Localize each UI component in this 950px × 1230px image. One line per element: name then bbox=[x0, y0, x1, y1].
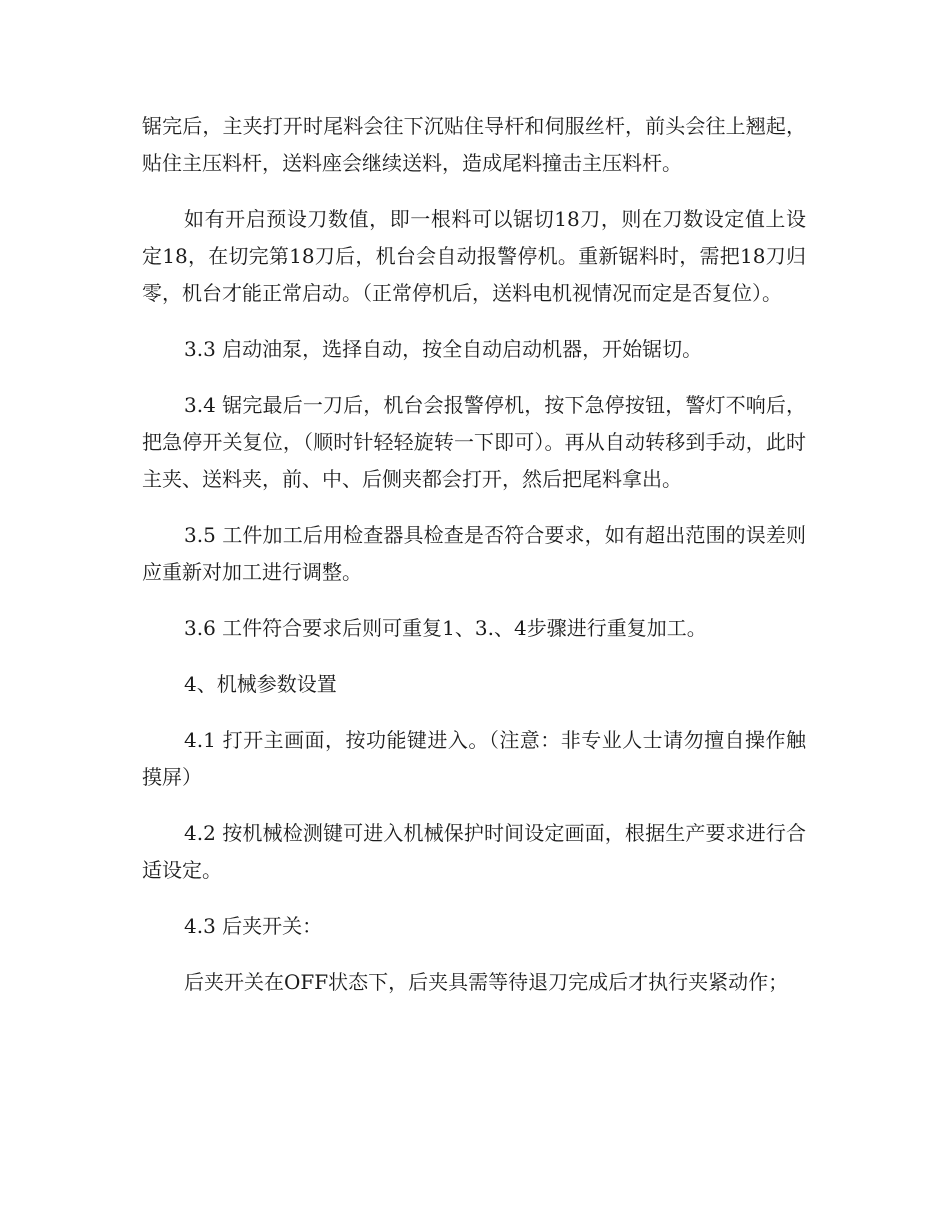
paragraph-step-3-6: 3.6 工件符合要求后则可重复1、3.、4步骤进行重复加工。 bbox=[184, 616, 707, 640]
paragraph-preset-cut-count: 如有开启预设刀数值，即一根料可以锯切18刀，则在刀数设定值上设定18，在切完第18刀后，机台会自动报警停机。重新锯料时，需把18刀归零，机台才能正常启动。（正常停机后，送料电机视情况而定是否复位）。 bbox=[142, 207, 806, 305]
document-body bbox=[142, 108, 806, 1020]
paragraph-saw-tail: 锯完后，主夹打开时尾料会往下沉贴住导杆和伺服丝杆，前头会往上翘起，贴住主压料杆，送料座会继续送料，造成尾料撞击主压料杆。 bbox=[142, 114, 806, 175]
paragraph-step-3-3: 3.3 启动油泵，选择自动，按全自动启动机器，开始锯切。 bbox=[184, 337, 703, 361]
paragraph-step-3-4: 3.4 锯完最后一刀后，机台会报警停机，按下急停按钮，警灯不响后，把急停开关复位，（顺时针轻轻旋转一下即可）。再从自动转移到手动，此时主夹、送料夹，前、中、后侧夹都会打开，然后把尾料拿出。 bbox=[142, 393, 806, 491]
paragraph-step-4-1: 4.1 打开主画面，按功能键进入。（注意：非专业人士请勿擅自操作触摸屏） bbox=[142, 728, 806, 789]
paragraph-step-3-5: 3.5 工件加工后用检查器具检查是否符合要求，如有超出范围的误差则应重新对加工进行调整。 bbox=[142, 523, 806, 584]
paragraph-rear-clamp-off: 后夹开关在OFF状态下，后夹具需等待退刀完成后才执行夹紧动作； bbox=[184, 970, 789, 994]
section-heading-4: 4、机械参数设置 bbox=[184, 672, 337, 696]
paragraph-step-4-3: 4.3 后夹开关： bbox=[184, 914, 323, 938]
paragraph-step-4-2: 4.2 按机械检测键可进入机械保护时间设定画面，根据生产要求进行合适设定。 bbox=[142, 821, 806, 882]
